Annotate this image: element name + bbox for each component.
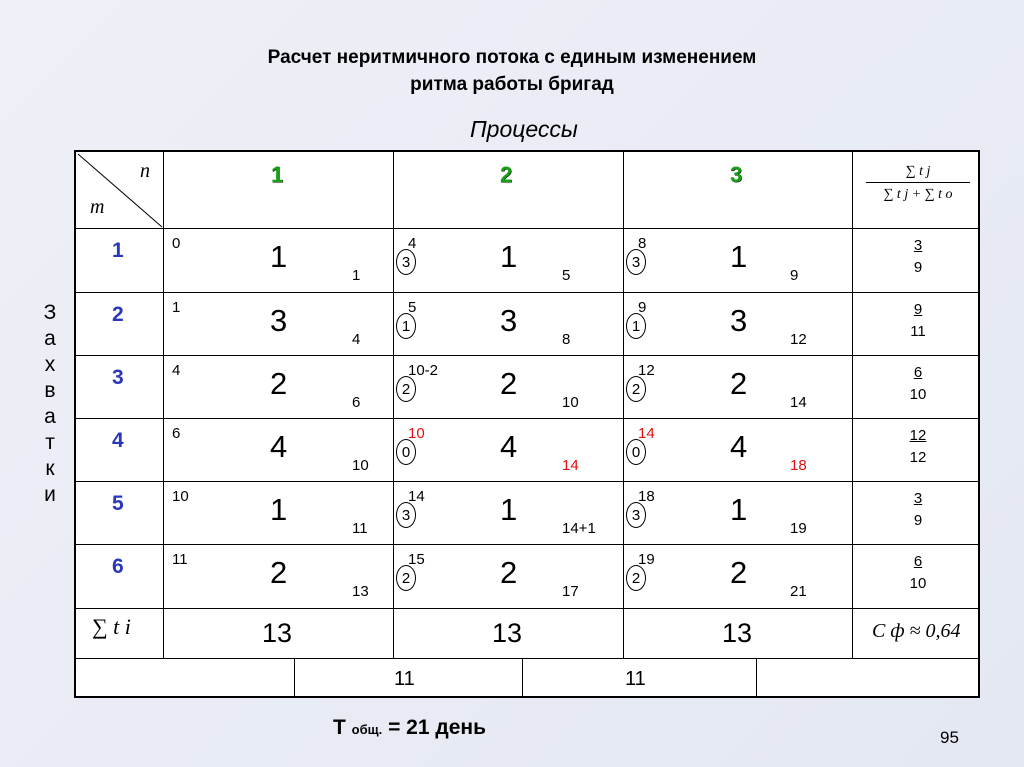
cell-duration: 2 — [500, 366, 518, 401]
vertical-letter: З — [43, 301, 57, 324]
ratio-top: 6 — [913, 553, 923, 570]
cell-duration: 1 — [500, 492, 518, 527]
header-col-3: 3 — [730, 162, 743, 187]
cell-duration: 3 — [730, 303, 748, 338]
grid-line — [76, 292, 978, 293]
row-number: 1 — [112, 239, 124, 262]
cell-end: 1 — [352, 267, 361, 284]
ratio-top: 3 — [913, 237, 923, 254]
cell-start: 0 — [172, 235, 181, 252]
ratio-bottom: 9 — [913, 512, 923, 529]
cell-duration: 1 — [270, 492, 288, 527]
ratio-fraction — [898, 488, 938, 532]
cell-start: 9 — [638, 299, 647, 316]
vertical-letter: к — [45, 457, 55, 480]
ratio-bottom: 10 — [909, 386, 927, 403]
row-number: 6 — [112, 555, 124, 578]
cell-end: 13 — [352, 583, 369, 600]
cell-end: 19 — [790, 520, 807, 537]
vertical-letter: а — [44, 327, 56, 350]
cell-start: 6 — [172, 425, 181, 442]
vertical-letter: т — [45, 431, 55, 454]
sum-col-3: 13 — [722, 618, 753, 648]
grid-line — [522, 658, 523, 698]
cell-end: 10 — [562, 394, 579, 411]
cell-circle: 3 — [396, 502, 416, 528]
row-number: 2 — [112, 303, 124, 326]
cell-circle: 1 — [396, 313, 416, 339]
cell-duration: 2 — [730, 555, 748, 590]
grid-line — [756, 658, 757, 698]
cell-start: 5 — [408, 299, 417, 316]
ratio-fraction — [898, 299, 938, 343]
cell-duration: 1 — [730, 239, 748, 274]
cell-duration: 4 — [270, 429, 288, 464]
cell-circle: 1 — [626, 313, 646, 339]
cell-circle: 3 — [626, 502, 646, 528]
cell-duration: 2 — [270, 366, 288, 401]
row-number: 3 — [112, 366, 124, 389]
cell-duration: 4 — [500, 429, 518, 464]
cell-start: 8 — [638, 235, 647, 252]
total-rest: = 21 день — [388, 716, 486, 739]
title-line-1: Расчет неритмичного потока с единым изменением — [267, 47, 757, 68]
cf-value: C ф ≈ 0,64 — [872, 620, 961, 642]
cell-start: 14 — [638, 425, 655, 442]
cell-end: 18 — [790, 457, 807, 474]
cell-end: 17 — [562, 583, 579, 600]
cell-circle: 2 — [626, 565, 646, 591]
cell-end: 9 — [790, 267, 799, 284]
title-line-2: ритма работы бригад — [410, 74, 614, 95]
cell-end: 5 — [562, 267, 571, 284]
processes-label: Процессы — [470, 116, 578, 142]
cell-circle: 2 — [396, 376, 416, 402]
cell-start: 15 — [408, 551, 425, 568]
page-number: 95 — [940, 728, 959, 747]
header-n: n — [140, 160, 150, 182]
header-formula — [866, 164, 970, 203]
cell-circle: 2 — [626, 376, 646, 402]
total-sub: общ. — [351, 722, 383, 737]
bottom-val-2: 11 — [625, 668, 646, 690]
cell-end: 4 — [352, 331, 361, 348]
ratio-fraction — [898, 235, 938, 279]
cell-circle: 0 — [396, 439, 416, 465]
cell-start: 4 — [408, 235, 417, 252]
cell-duration: 3 — [500, 303, 518, 338]
header-col-2: 2 — [500, 162, 513, 187]
cell-duration: 4 — [730, 429, 748, 464]
row-number: 5 — [112, 492, 124, 515]
cell-duration: 1 — [730, 492, 748, 527]
grid-line — [76, 658, 978, 659]
sum-label: ∑ t i — [92, 614, 131, 639]
page-title — [0, 44, 1024, 98]
bottom-val-1: 11 — [394, 668, 415, 690]
cell-start: 1 — [172, 299, 181, 316]
vertical-letter: и — [44, 483, 56, 506]
grid-line — [76, 544, 978, 545]
formula-denominator: ∑ t j + ∑ t o — [883, 187, 953, 202]
cell-duration: 1 — [270, 239, 288, 274]
cell-duration: 3 — [270, 303, 288, 338]
cell-end: 11 — [352, 520, 368, 537]
grid-line — [294, 658, 295, 698]
ratio-bottom: 12 — [909, 449, 927, 466]
cell-end: 14 — [562, 457, 579, 474]
cell-end: 10 — [352, 457, 369, 474]
grid-line — [76, 418, 978, 419]
ratio-bottom: 10 — [909, 575, 927, 592]
formula-numerator: ∑ t j — [866, 164, 970, 183]
ratio-fraction — [898, 362, 938, 406]
header-m: m — [90, 196, 105, 218]
cell-end: 14 — [790, 394, 807, 411]
vertical-letter: х — [44, 353, 56, 376]
cell-start: 18 — [638, 488, 655, 505]
cell-start: 4 — [172, 362, 181, 379]
ratio-top: 12 — [909, 427, 927, 444]
cell-start: 10-2 — [408, 362, 439, 379]
cell-circle: 0 — [626, 439, 646, 465]
row-number: 4 — [112, 429, 124, 452]
ratio-fraction — [898, 551, 938, 595]
vertical-letter: в — [44, 379, 56, 402]
ratio-bottom: 9 — [913, 259, 923, 276]
header-col-1: 1 — [271, 162, 284, 187]
cell-circle: 3 — [396, 249, 416, 275]
cell-duration: 2 — [270, 555, 288, 590]
total-duration — [333, 716, 486, 740]
cell-end: 12 — [790, 331, 807, 348]
cell-circle: 3 — [626, 249, 646, 275]
sum-col-2: 13 — [492, 618, 523, 648]
cell-start: 12 — [638, 362, 655, 379]
vertical-letter: а — [44, 405, 56, 428]
cell-end: 8 — [562, 331, 571, 348]
cell-duration: 2 — [500, 555, 518, 590]
ratio-bottom: 11 — [910, 323, 926, 340]
ratio-top: 6 — [913, 364, 923, 381]
sum-col-1: 13 — [262, 618, 293, 648]
grid-line — [76, 608, 978, 609]
cell-start: 11 — [172, 551, 188, 568]
cell-duration: 1 — [500, 239, 518, 274]
cell-start: 14 — [408, 488, 425, 505]
cell-circle: 2 — [396, 565, 416, 591]
cell-end: 14+1 — [562, 520, 596, 537]
ratio-top: 3 — [913, 490, 923, 507]
total-t: Т — [333, 716, 346, 739]
grid-line — [76, 228, 978, 229]
cell-start: 19 — [638, 551, 655, 568]
ratio-fraction — [898, 425, 938, 469]
calc-table — [74, 150, 980, 698]
grid-line — [76, 481, 978, 482]
cell-end: 21 — [790, 583, 807, 600]
cell-start: 10 — [408, 425, 425, 442]
cell-duration: 2 — [730, 366, 748, 401]
grid-line — [76, 355, 978, 356]
cell-end: 6 — [352, 394, 361, 411]
ratio-top: 9 — [913, 301, 923, 318]
vertical-label — [38, 300, 62, 508]
cell-start: 10 — [172, 488, 189, 505]
